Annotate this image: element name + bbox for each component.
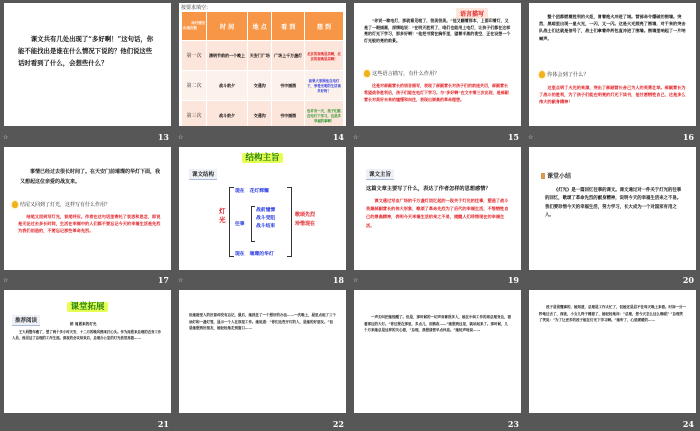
summary-heading: 课堂小结 [541,171,571,180]
slide-thumbnail-14[interactable] [175,0,350,144]
slide-number: 16 [682,131,694,142]
answer-text: 结尾又回到写灯光，首尾呼应。作者在这句话里寄托了哀思和思念，即说是无论过去多长时间，生活在幸福中的人们都不要忘记今天的幸福生活是先烈为我们创造的，不要忘记那些革命先烈。 [18,213,161,234]
article-text: 王大妈整年瘦了，望了两个多小时天安，十二月的晚风拂来打心头。作为周恩来总理的近身工作人员，他见证了总理的工作生涯。深夜的会议结束后，总理办公室的灯光依然亮着…… [12,330,162,341]
slide-canvas [179,147,346,270]
lightbulb-icon [364,70,370,77]
slide-thumbnail-17[interactable] [0,144,175,288]
sub-brace [251,206,255,242]
slide-canvas [529,290,696,413]
header-thought: 想 到 [305,12,344,41]
slide-thumbnail-13[interactable] [0,0,175,144]
passage-text: 整个团都燃着胜利的火炬，冒着炮火冲进了城。营部命令爆破的围墙。突然，黑暗里出现一星火光，一闪，又一闪。这是火光照亮了围墙，对于来的突击队战士们这就是信号了，战士们拿着炸药包直冲进了围墙。围墙里响起了一片呐喊声。 [539,14,686,41]
branch-past-label: 往事 [235,220,245,227]
info-table [181,11,344,126]
animation-star-icon: ☆ [3,133,9,141]
passage-text: 事情已经过去很长时间了。在天安门前璀璨的华灯下面，我又想起这位亲爱的战友来。 [20,168,161,185]
slide-canvas [179,3,346,126]
corner-header: 当时情况 出现次数 [182,12,207,41]
question-text: 课文共有几处出现了“多好啊！”这句话，你能不能找出是谁在什么情况下说的？他们说这些话时看到了什么，会想些什么？ [18,35,154,67]
slide-canvas [354,3,521,126]
table-row: 第三次 战斗前夕 交通沟 书中插图 也许有一天，孩子们能在电灯下学习，这是多幸福的事啊！ [182,101,344,127]
theme-tag: 课文主旨 [366,169,394,180]
question-text: 这篇文章主要写了什么，表达了作者怎样的思想感情？ [366,185,491,192]
header-place: 地 点 [248,12,272,41]
slide-thumbnail-16[interactable] [525,0,700,144]
right-brace [287,187,292,257]
slide-number: 23 [507,418,519,429]
branch-past-items: 战前憧憬 战斗受阻 战斗结束 [256,206,276,229]
article-text: 但她接受人的好意却没有忘记，最后，她抓住了一个想好的办法……一次晚上，屋里点起了三个油灯和一盏灯笼，显示一个人在那里工作。她说道：“你们这些开灯的人，是她的好朋友。”但是她想到好朋友，她轻轻地走到窗口…… [189,313,336,331]
slide-number: 20 [682,275,694,286]
section-title: 语言描写 [456,8,488,19]
answer-text: 这是对郝副营长的语言描写，表现了郝副营长对孩子们的前途关切，郝副营长希望战争胜利后，孩子们能在电灯下学习。与“多好啊”在文中第三次出现，是郝副营长对美好未来的憧憬和向往，表现出崇高的革命理想。 [364,83,509,102]
slide-thumbnail-18[interactable] [175,144,350,288]
instruction-text: 按要求填空： [181,5,212,11]
article-text: 孩子是很懂事的，她知道，总理是工作太忙了，但她还是忍不住每天晚上来看。时间一分一秒地过去了，深夜，小女儿终于睡着了，她轻轻地问：“总理，您今天怎么这么晚呢？”总理笑了笑说：“为了让更多的孩子能在灯光下学习啊。”她听了，心里暖暖的…… [539,305,686,323]
article-title: 桥 周恩来的灯光 [70,322,97,327]
slide-number: 24 [682,418,694,429]
summary-text: 《灯光》是一篇回忆往事的课文。课文通过对一件关于灯光的往事的回忆，歌颂了革命先烈的献身精神，说明今天的幸福生活来之不易。我们要珍惜今天的幸福生活，努力学习，长大成为一个对国家有用之人。 [545,187,682,219]
animation-star-icon: ☆ [3,277,9,285]
animation-star-icon: ☆ [353,277,359,285]
article-text: 一声尖叫把她惊醒了。但是，那时候的一切声音都很多人，她在中间工作的周总理身边，看着那边的大灯。“你还要在那里，多点儿，别熬夜……”她想到这里，就站起来了。那时候，几个月来她总是这样的关心着，“总理，我想请您早点休息。”她轻声地说…… [364,315,511,333]
slide-number: 14 [332,131,344,142]
slide-canvas [4,290,171,413]
slide-thumbnail-20[interactable] [525,144,700,288]
slide-thumbnail-15[interactable] [350,0,525,144]
slide-canvas [354,290,521,413]
section-title: 结构主旨 [179,151,346,163]
slide-number: 19 [507,275,519,286]
slide-thumbnail-24[interactable] [525,287,700,431]
header-saw: 看 到 [272,12,305,41]
question-line: 结尾又回到了灯光，这样写有什么作用？ [12,201,110,208]
lightbulb-icon [539,71,545,78]
answer-text: 课文通过写由广场的千万盏灯回忆起的一段关于灯光的往事，塑造了战斗英雄郝副营长的伟大形象，歌颂了革命先烈为了后代的幸福生活，不惜牺牲自己的崇高精神，表明今天幸福生活的来之不易，提醒人们珍惜现在的幸福生活。 [366,197,509,228]
quote-text: “你说一歇电灯，那就看见啦了，很美很美。”他又翻着那本，上面印着灯，又是了一眼插画，深情地说：“在明天胜利了，咱们也能用上电灯，让孩子们都在这样亮的灯光下学习，那多好啊！”他把书窝在胸怀里，望着半黑的夜空，正在设想一个灯光般的亮的前景。 [364,18,511,43]
animation-star-icon: ☆ [178,277,184,285]
root-label: 灯光 [219,206,226,224]
slide-canvas [179,290,346,413]
section-title: 课堂拓展 [4,300,171,312]
animation-star-icon: ☆ [528,133,534,141]
slide-canvas [529,147,696,270]
header-time: 时 间 [207,12,248,41]
book-icon [541,173,545,179]
slide-number: 17 [157,275,169,286]
brace [229,187,234,257]
reading-tag: 推荐阅读 [12,315,40,326]
animation-star-icon: ☆ [353,133,359,141]
slide-number: 18 [332,275,344,286]
slide-thumbnail-23[interactable] [350,287,525,431]
lightbulb-icon [12,201,18,208]
structure-tag: 课文结构 [189,169,217,180]
slide-number: 15 [507,131,519,142]
slide-number: 13 [157,131,169,142]
answer-text: 这里点明了火光的来源，突出了郝副营长舍己为人的英勇壮举。郝副营长为了战斗的胜利，为了孩子们能在明亮的灯光下读书，他甘愿牺牲自己，这是多么伟大的献身精神！ [539,85,686,105]
question-line: 你体会到了什么？ [539,71,589,78]
slide-canvas [4,3,171,126]
conclusion: 歌颂先烈 珍惜现在 [295,211,316,227]
slide-thumbnail-22[interactable] [175,287,350,431]
slide-number: 22 [332,418,344,429]
table-row: 第二次 战斗前夕 交通沟 书中插图 如果大家围坐在电灯下，享受光明的生活该多好呀！ [182,71,344,101]
slide-thumbnail-19[interactable] [350,144,525,288]
slide-canvas [4,147,171,270]
table-row: 第一次 清明节前的一个晚上 天安门广场 广场上千万盏灯 北京的夜晚是美啊，北京的夜晚是美啊！ [182,41,344,71]
slide-number: 21 [157,418,169,429]
animation-star-icon: ☆ [178,133,184,141]
branch-now-1: 现在 花灯辉耀 [235,187,269,194]
slide-thumbnail-21[interactable] [0,287,175,431]
branch-now-2: 现在 璀璨的华灯 [235,250,274,257]
slide-canvas [529,3,696,126]
slide-canvas [354,147,521,270]
question-line: 这些语言描写，有什么作用？ [364,70,439,77]
